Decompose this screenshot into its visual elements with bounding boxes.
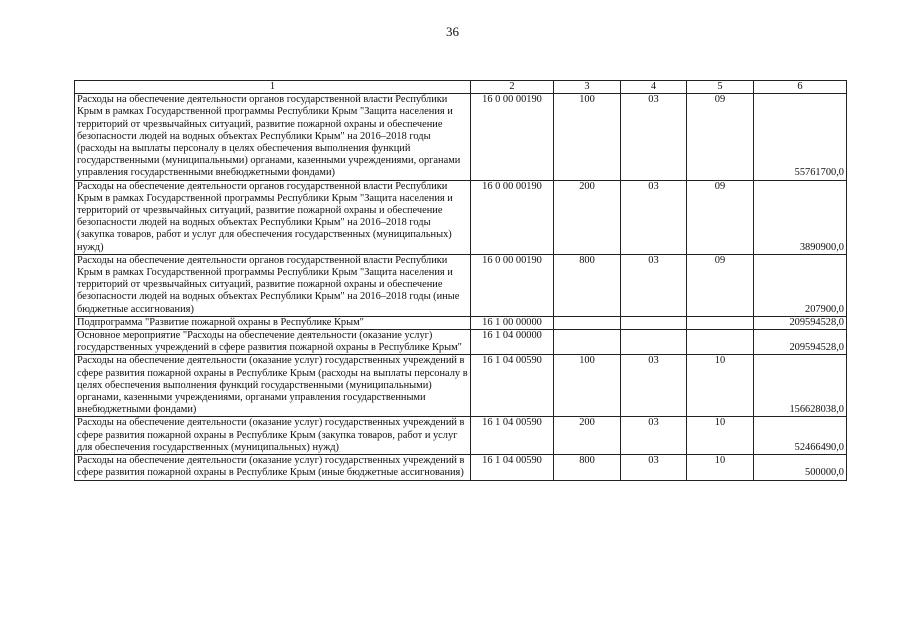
target-code: 16 0 00 00190 [471,254,554,316]
target-code: 16 1 04 00590 [471,417,554,455]
expense-name: Расходы на обеспечение деятельности (оказание услуг) государственных учреждений в сфере развития пожарной охраны в Республике Крым (иные бюджетные ассигнования) [75,455,471,480]
expense-name: Расходы на обеспечение деятельности (оказание услуг) государственных учреждений в сфере развития пожарной охраны в Республике Крым (закупка товаров, работ и услуг для обеспечения государственных (муниципальных) нужд) [75,417,471,455]
expense-name: Расходы на обеспечение деятельности органов государственной власти Республики Крым в рамках Государственной программы Республики Крым "Защита населения и территорий от чрезвычайных ситуаций, развитие пожарной охраны и обеспечение безопасности людей на водных объектах Республики Крым" на 2016–2018 годы (иные бюджетные ассигнования) [75,254,471,316]
budget-table [74,80,847,481]
section: 03 [621,180,687,254]
subsection: 09 [687,254,754,316]
section: 03 [621,455,687,480]
expense-type [554,316,621,329]
target-code: 16 0 00 00190 [471,180,554,254]
table-row [75,254,847,316]
section [621,330,687,355]
target-code: 16 1 04 00000 [471,330,554,355]
amount: 207900,0 [754,254,847,316]
expense-name: Расходы на обеспечение деятельности органов государственной власти Республики Крым в рамках Государственной программы Республики Крым "Защита населения и территорий от чрезвычайных ситуаций, развитие пожарной охраны и обеспечение безопасности людей на водных объектах Республики Крым" на 2016–2018 годы (расходы на выплаты персоналу в целях обеспечения выполнения функций государственными (муниципальными) органами, казенными учреждениями, органами управления государственными внебюджетными фондами) [75,94,471,180]
expense-name: Расходы на обеспечение деятельности органов государственной власти Республики Крым в рамках Государственной программы Республики Крым "Защита населения и территорий от чрезвычайных ситуаций, развитие пожарной охраны и обеспечение безопасности людей на водных объектах Республики Крым" на 2016–2018 годы (закупка товаров, работ и услуг для обеспечения государственных (муниципальных) нужд) [75,180,471,254]
table-row [75,417,847,455]
table-row [75,355,847,417]
subsection: 09 [687,94,754,180]
table-row [75,180,847,254]
header-col-5: 5 [687,81,754,94]
page-number: 36 [446,24,459,39]
amount: 55761700,0 [754,94,847,180]
expense-name: Расходы на обеспечение деятельности (оказание услуг) государственных учреждений в сфере развития пожарной охраны в Республике Крым (расходы на выплаты персоналу в целях обеспечения выполнения функций государственными (муниципальными) органами, казенными учреждениями, органами управления государственными внебюджетными фондами) [75,355,471,417]
amount: 209594528,0 [754,316,847,329]
target-code: 16 1 00 00000 [471,316,554,329]
amount: 156628038,0 [754,355,847,417]
amount: 209594528,0 [754,330,847,355]
expense-type: 800 [554,254,621,316]
section: 03 [621,254,687,316]
target-code: 16 0 00 00190 [471,94,554,180]
header-col-3: 3 [554,81,621,94]
section: 03 [621,355,687,417]
expense-type: 100 [554,355,621,417]
expense-type: 200 [554,417,621,455]
header-col-6: 6 [754,81,847,94]
table-row [75,316,847,329]
header-col-2: 2 [471,81,554,94]
table-row [75,455,847,480]
expense-type [554,330,621,355]
table-row [75,330,847,355]
subsection: 10 [687,355,754,417]
subsection [687,330,754,355]
subsection: 10 [687,455,754,480]
expense-type: 800 [554,455,621,480]
target-code: 16 1 04 00590 [471,355,554,417]
amount: 500000,0 [754,455,847,480]
expense-type: 100 [554,94,621,180]
subsection: 09 [687,180,754,254]
expense-type: 200 [554,180,621,254]
header-col-1: 1 [75,81,471,94]
target-code: 16 1 04 00590 [471,455,554,480]
subsection: 10 [687,417,754,455]
amount: 3890900,0 [754,180,847,254]
expense-name: Основное мероприятие "Расходы на обеспечение деятельности (оказание услуг) государственных учреждений в сфере развития пожарной охраны в Республике Крым" [75,330,471,355]
table-row [75,94,847,180]
section: 03 [621,417,687,455]
amount: 52466490,0 [754,417,847,455]
expense-name: Подпрограмма "Развитие пожарной охраны в Республике Крым" [75,316,471,329]
section: 03 [621,94,687,180]
header-row [75,81,847,94]
header-col-4: 4 [621,81,687,94]
section [621,316,687,329]
subsection [687,316,754,329]
